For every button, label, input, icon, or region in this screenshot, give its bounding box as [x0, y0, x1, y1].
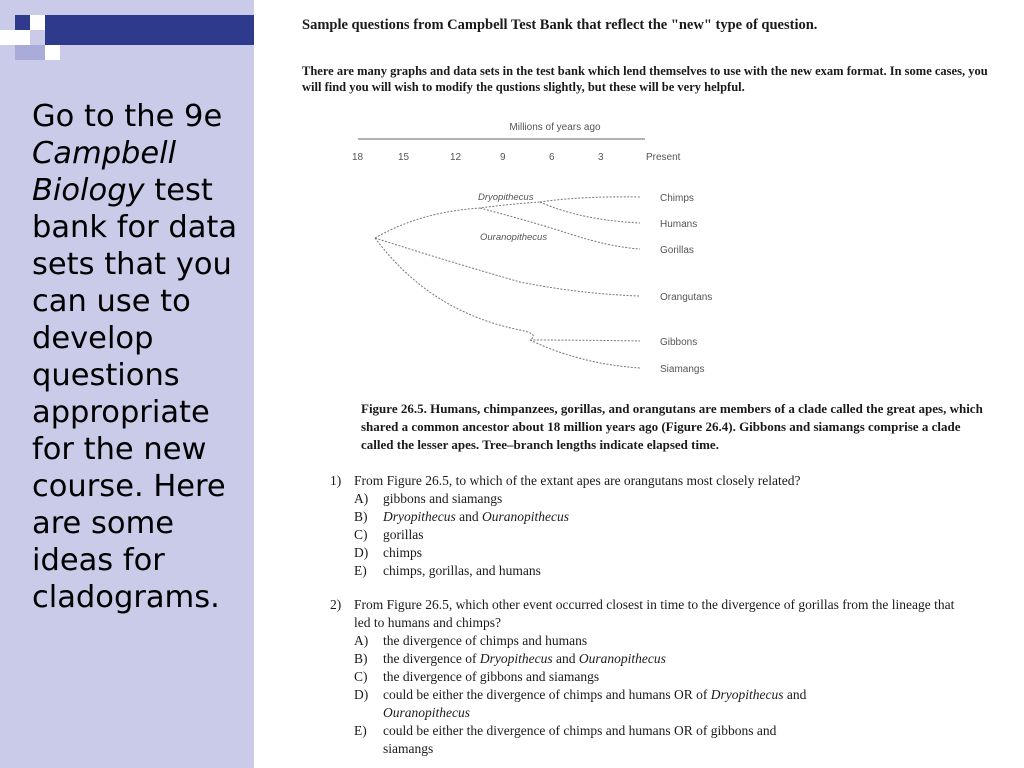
option-letter: B) [354, 509, 368, 524]
tick-label: 3 [598, 152, 604, 163]
option-italic: Dryopithecus [383, 509, 456, 524]
option-letter: D) [354, 687, 369, 702]
option-text: could be either the divergence of chimps and humans OR of gibbons and [383, 723, 777, 738]
decor-square [15, 30, 30, 45]
decor-square [0, 30, 15, 45]
option-d [330, 686, 990, 704]
option-letter: D) [354, 545, 369, 560]
axis-ticks [352, 152, 681, 163]
decor-square [30, 45, 45, 60]
option-italic: Dryopithecus [479, 651, 553, 666]
option-b [330, 650, 990, 668]
branches [375, 197, 640, 368]
tick-label: 18 [352, 152, 364, 163]
question-2 [330, 596, 990, 758]
question-stem: From Figure 26.5, which other event occurred closest in time to the divergence of gorillas from the lineage that led to humans and chimps? [354, 597, 955, 630]
option-letter: B) [354, 651, 368, 666]
question-stem: From Figure 26.5, to which of the extant apes are orangutans most closely related? [354, 473, 801, 488]
decor-square [30, 15, 45, 30]
option-e [330, 722, 990, 740]
tick-label: 6 [549, 152, 555, 163]
panel-text [32, 98, 247, 616]
option-text: and [552, 651, 579, 666]
decor-square [15, 45, 30, 60]
taxon-label: Orangutans [660, 292, 713, 303]
tick-label: 15 [398, 152, 410, 163]
node-label-dryopithecus: Dryopithecus [478, 192, 534, 203]
option-letter: E) [354, 723, 367, 738]
option-c [330, 526, 990, 544]
option-text: chimps, gorillas, and humans [383, 563, 541, 578]
option-d-continued [330, 704, 990, 722]
option-italic: Dryopithecus [710, 687, 784, 702]
option-text: the divergence of gibbons and siamangs [383, 669, 600, 684]
option-text: chimps [383, 545, 422, 560]
option-text: siamangs [383, 741, 434, 756]
option-italic: Ouranopithecus [481, 509, 569, 524]
node-label-ouranopithecus: Ouranopithecus [480, 232, 548, 243]
option-a [330, 490, 990, 508]
tick-label: 9 [500, 152, 506, 163]
decor-square [45, 15, 60, 30]
option-e-continued [330, 740, 990, 758]
tick-label: 12 [450, 152, 462, 163]
panel-text-part: Go to the 9e [32, 99, 223, 134]
option-b [330, 508, 990, 526]
option-text: could be either the divergence of chimps and humans OR of [383, 687, 711, 702]
taxon-label: Gibbons [660, 337, 698, 348]
panel-text-italic: Campbell Biology [32, 136, 177, 208]
question-number: 1) [330, 473, 342, 488]
decor-square [45, 45, 60, 60]
option-c [330, 668, 990, 686]
option-a [330, 632, 990, 650]
option-italic: Ouranopithecus [578, 651, 666, 666]
taxa-labels [660, 193, 712, 375]
taxon-label: Chimps [660, 193, 694, 204]
document-intro: There are many graphs and data sets in the test bank which lend themselves to use with the new exam format. In some cases, you will find you will wish to modify the qustions slightly, but these will be very helpful. [302, 64, 988, 94]
option-italic: Ouranopithecus [383, 705, 470, 720]
option-letter: A) [354, 633, 369, 648]
decor-square [45, 30, 60, 45]
question-1 [330, 472, 990, 580]
title-bar-decor [60, 15, 254, 45]
panel-text-part: test bank for data sets that you can use to develop questions appropriate for the new course. Here are some ideas for cladograms. [32, 173, 238, 615]
option-text: and [783, 687, 807, 702]
option-text: and [455, 509, 482, 524]
option-d [330, 544, 990, 562]
option-letter: A) [354, 491, 369, 506]
question-number: 2) [330, 597, 342, 612]
option-letter: E) [354, 563, 367, 578]
option-text: the divergence of chimps and humans [383, 633, 588, 648]
cladogram-figure [340, 112, 740, 382]
figure-caption: Figure 26.5. Humans, chimpanzees, gorillas, and orangutans are members of a clade called the great apes, which shared a common ancestor about 18 million years ago (Figure 26.4). Gibbons and siamangs comprise a clade called the lesser apes. Tree–branch lengths indicate elapsed time. [361, 401, 983, 452]
taxon-label: Siamangs [660, 364, 705, 375]
document-title: Sample questions from Campbell Test Bank that reflect the "new" type of question. [302, 17, 818, 33]
option-letter: C) [354, 527, 368, 542]
axis-title: Millions of years ago [509, 122, 601, 133]
decor-square [15, 15, 30, 30]
option-letter: C) [354, 669, 368, 684]
tick-label: Present [646, 152, 681, 163]
taxon-label: Gorillas [660, 245, 694, 256]
option-text: the divergence of [383, 651, 480, 666]
option-text: gorillas [383, 527, 424, 542]
taxon-label: Humans [660, 219, 698, 230]
option-text: gibbons and siamangs [383, 491, 503, 506]
option-e [330, 562, 990, 580]
left-panel [0, 0, 254, 768]
